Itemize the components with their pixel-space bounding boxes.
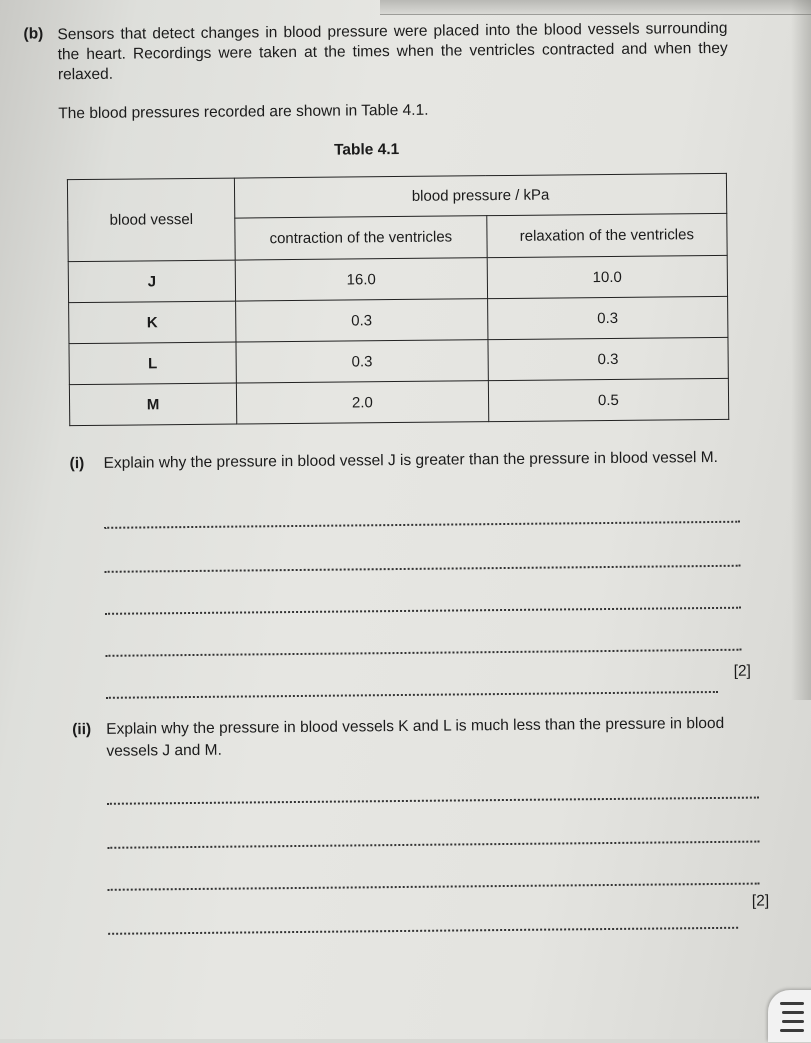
answer-line[interactable] [107, 841, 759, 849]
header-relaxation: relaxation of the ventricles [486, 213, 727, 257]
contraction-cell: 0.3 [236, 299, 488, 342]
blood-pressure-table [67, 173, 729, 426]
table-row [69, 378, 728, 425]
vessel-cell: M [69, 383, 236, 426]
answer-line[interactable] [105, 607, 741, 615]
answer-line[interactable] [104, 521, 740, 529]
answer-line[interactable] [108, 927, 738, 935]
vessel-cell: L [69, 342, 236, 385]
marks-label: [2] [733, 662, 751, 680]
subquestion-label: (i) [69, 455, 85, 473]
table-row [69, 296, 728, 343]
subquestion-text: Explain why the pressure in blood vessel J is greater than the pressure in blood vessel M. [103, 448, 718, 472]
answer-line[interactable] [106, 691, 718, 699]
vessel-cell: K [69, 301, 236, 344]
question-part-label: (b) [23, 25, 44, 43]
subquestion-label: (ii) [72, 720, 92, 739]
answer-line[interactable] [105, 565, 741, 573]
vessel-cell: J [68, 260, 235, 303]
answer-line[interactable] [108, 883, 760, 891]
relaxation-cell: 0.3 [487, 296, 728, 339]
answer-line[interactable] [105, 649, 741, 657]
table-row [69, 337, 728, 384]
relaxation-cell: 0.5 [488, 378, 729, 421]
question-intro: Sensors that detect changes in blood pressure were placed into the blood vessels surrounding the heart. Recordings were taken at the times when the ventricles contracted and when they relaxed. [57, 19, 728, 84]
table-reference-text: The blood pressures recorded are shown in Table 4.1. [58, 101, 429, 123]
answer-line[interactable] [107, 797, 759, 805]
header-blood-vessel: blood vessel [67, 178, 235, 262]
subquestion-text: Explain why the pressure in blood vessels K and L is much less than the pressure in blood vessels J and M. [106, 714, 725, 760]
relaxation-cell: 10.0 [487, 255, 728, 298]
header-contraction: contraction of the ventricles [235, 216, 487, 260]
table-caption: Table 4.1 [333, 140, 400, 159]
contraction-cell: 16.0 [235, 258, 487, 301]
relaxation-cell: 0.3 [488, 337, 729, 380]
subquestion-i [70, 447, 740, 503]
subquestion-ii [72, 713, 762, 770]
contraction-cell: 2.0 [236, 381, 488, 424]
table-row [68, 255, 727, 302]
contraction-cell: 0.3 [236, 340, 488, 383]
marks-label: [2] [751, 892, 770, 910]
menu-lines-icon[interactable] [768, 990, 811, 1042]
header-blood-pressure: blood pressure / kPa [234, 173, 726, 218]
